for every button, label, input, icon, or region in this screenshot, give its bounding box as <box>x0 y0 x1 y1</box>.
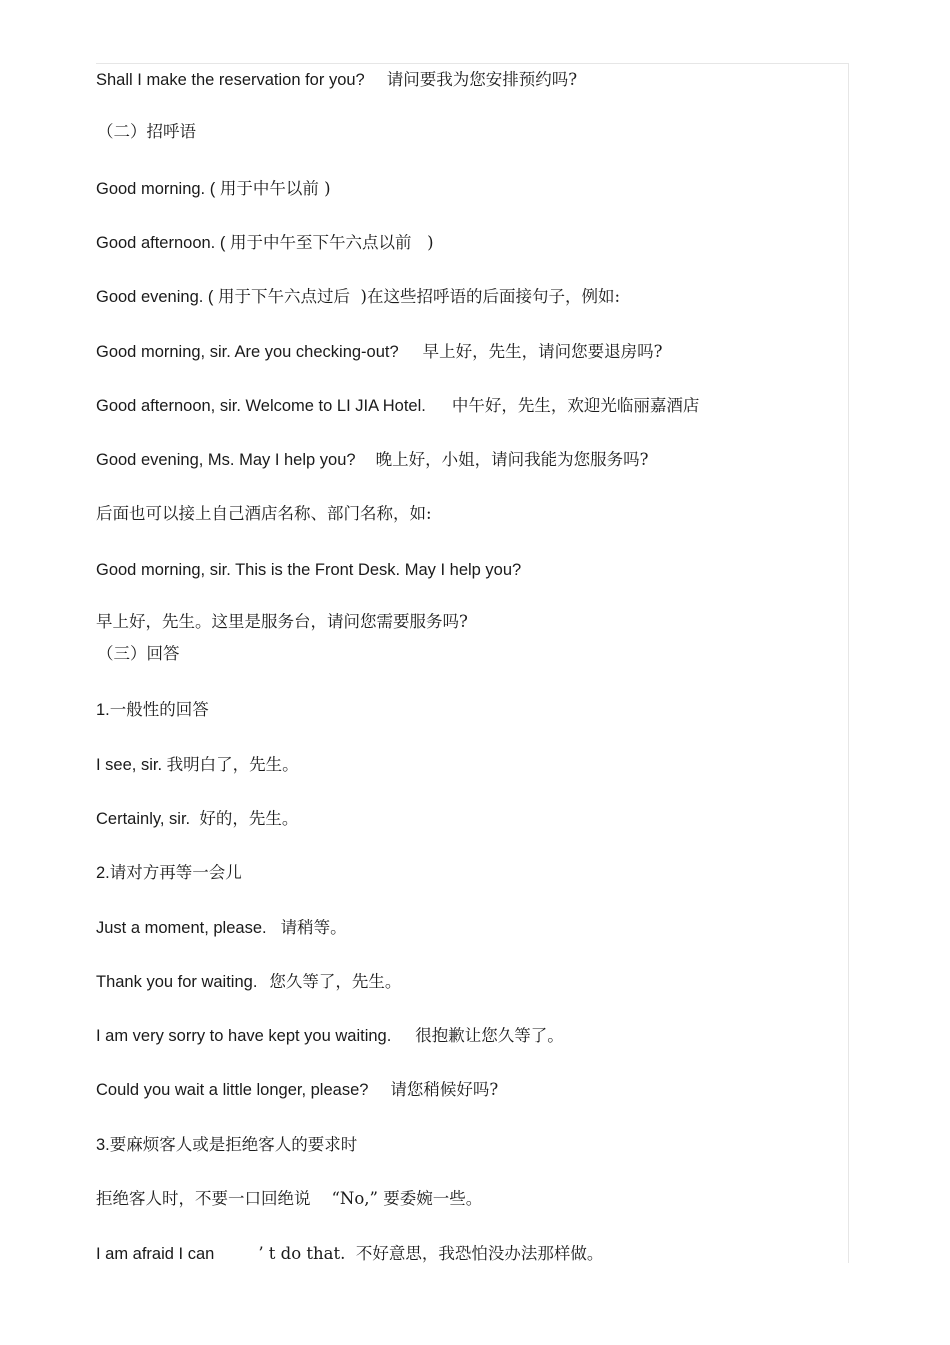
text-line <box>96 863 242 883</box>
chinese-text: 请问要我为您安排预约吗? <box>386 70 578 89</box>
text-line <box>96 1244 603 1264</box>
chinese-text: 早上好，先生。这里是服务台，请问您需要服务吗? <box>96 612 468 631</box>
text-line <box>96 755 299 775</box>
chinese-text: 请您稍候好吗? <box>390 1080 499 1099</box>
english-text: Just a moment, please. <box>96 919 267 937</box>
text-line <box>96 1080 498 1100</box>
list-number: 2. <box>96 864 110 882</box>
english-text: Good afternoon. ( <box>96 234 226 252</box>
text-line <box>96 179 331 199</box>
english-text: Could you wait a little longer, please? <box>96 1081 369 1099</box>
list-number: 3. <box>96 1136 110 1154</box>
page-border-top <box>96 63 848 64</box>
chinese-text: 很抱歉让您久等了。 <box>415 1026 564 1045</box>
english-text: I am very sorry to have kept you waiting. <box>96 1027 392 1045</box>
text-line <box>96 700 209 720</box>
english-text: I see, sir. <box>96 756 163 774</box>
chinese-text: ’ t do that. 不好意思，我恐怕没办法那样做。 <box>258 1244 604 1263</box>
chinese-text: 中午好，先生，欢迎光临丽嘉酒店 <box>451 396 700 415</box>
english-text: Good morning, sir. This is the Front Desk. May I help you? <box>96 561 522 579</box>
chinese-text: 晚上好，小姐，请问我能为您服务吗? <box>375 450 649 469</box>
section-heading: （二）招呼语 <box>97 122 196 141</box>
text-line <box>96 233 434 253</box>
chinese-text: 好的，先生。 <box>199 809 299 828</box>
chinese-text: 用于中午以前 ) <box>219 179 331 198</box>
english-text: Good evening, Ms. May I help you? <box>96 451 356 469</box>
chinese-text: 我明白了，先生。 <box>166 755 299 774</box>
text-line <box>96 504 432 524</box>
text-line <box>96 560 521 580</box>
english-text: Good morning, sir. Are you checking-out? <box>96 343 399 361</box>
text-line <box>96 396 699 416</box>
chinese-text: 请对方再等一会儿 <box>109 863 242 882</box>
text-line <box>96 1189 482 1209</box>
english-text: I am afraid I can <box>96 1245 215 1263</box>
section-heading: （三）回答 <box>97 644 180 663</box>
text-line <box>96 612 468 632</box>
text-line <box>96 70 577 90</box>
text-line <box>96 1135 357 1155</box>
text-line <box>96 1026 564 1046</box>
text-line <box>96 809 298 829</box>
chinese-text: 一般性的回答 <box>109 700 209 719</box>
chinese-text: 用于中午至下午六点以前 ) <box>229 233 434 252</box>
text-line <box>96 287 620 307</box>
chinese-text: 请稍等。 <box>280 918 347 937</box>
chinese-text: 后面也可以接上自己酒店名称、部门名称，如: <box>96 504 432 523</box>
english-text: Good morning. ( <box>96 180 216 198</box>
chinese-text: 拒绝客人时，不要一口回绝说 “No,” 要委婉一些。 <box>96 1189 483 1208</box>
chinese-text: 要麻烦客人或是拒绝客人的要求时 <box>109 1135 358 1154</box>
english-text: Good evening. ( <box>96 288 214 306</box>
chinese-text: 早上好，先生，请问您要退房吗? <box>422 342 663 361</box>
english-text: Good afternoon, sir. Welcome to LI JIA Hotel. <box>96 397 426 415</box>
chinese-text: 用于下午六点过后 )在这些招呼语的后面接句子，例如: <box>218 287 621 306</box>
text-line <box>96 918 347 938</box>
text-line <box>96 342 663 362</box>
text-line <box>96 450 648 470</box>
text-line <box>96 972 401 992</box>
list-number: 1. <box>96 701 110 719</box>
page-border-right <box>848 63 849 1263</box>
english-text: Thank you for waiting. <box>96 973 258 991</box>
chinese-text: 您久等了，先生。 <box>269 972 402 991</box>
english-text: Shall I make the reservation for you? <box>96 71 365 89</box>
english-text: Certainly, sir. <box>96 810 191 828</box>
